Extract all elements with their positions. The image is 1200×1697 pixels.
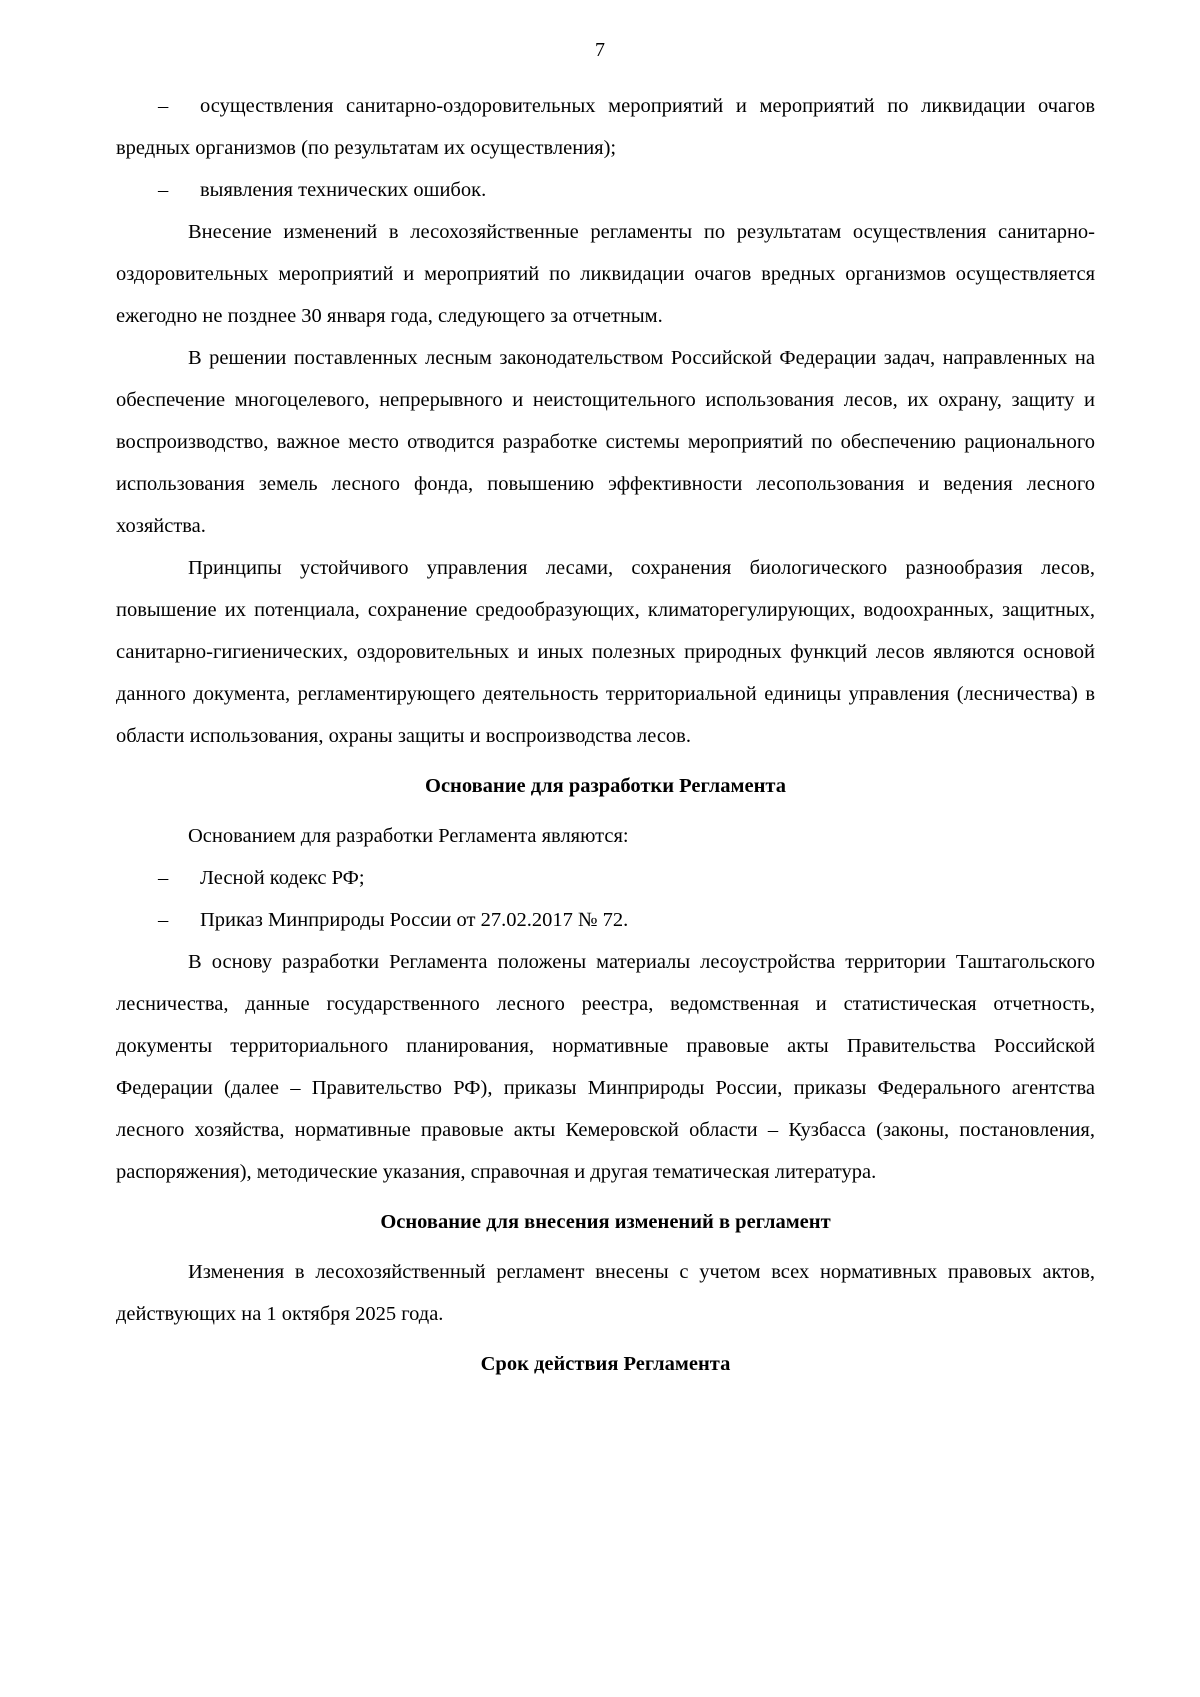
list-item-text: осуществления санитарно-оздоровительных мероприятий и мероприятий по ликвидации очагов вредных организмов (по результатам их осуществления);	[116, 95, 1095, 159]
list-dash: –	[158, 95, 169, 117]
paragraph: Внесение изменений в лесохозяйственные регламенты по результатам осуществления санитарно-оздоровительных мероприятий и мероприятий по ликвидации очагов вредных организмов осуществляется ежегодно не позднее 30 января года, следующего за отчетным.	[116, 221, 1095, 327]
list-dash: –	[158, 179, 169, 201]
list-item	[116, 857, 1095, 899]
page-number: 7	[595, 39, 605, 61]
section-heading-term: Срок действия Регламента	[480, 1353, 731, 1375]
list-item-text: Лесной кодекс РФ;	[200, 867, 365, 889]
paragraph: В решении поставленных лесным законодательством Российской Федерации задач, направленных на обеспечение многоцелевого, непрерывного и неистощительного использования лесов, их охрану, защиту и воспроизводство, важное место отводится разработке системы мероприятий по обеспечению рационального использования земель лесного фонда, повышению эффективности лесопользования и ведения лесного хозяйства.	[116, 347, 1095, 537]
section-heading-basis: Основание для разработки Регламента	[425, 775, 786, 797]
list-item-text: Приказ Минприроды России от 27.02.2017 № 72.	[200, 909, 629, 931]
list-item-text: выявления технических ошибок.	[200, 179, 487, 201]
paragraph: Основанием для разработки Регламента являются:	[188, 825, 629, 847]
list-dash: –	[158, 867, 169, 889]
paragraph: Принципы устойчивого управления лесами, сохранения биологического разнообразия лесов, повышение их потенциала, сохранение средообразующих, климаторегулирующих, водоохранных, защитных, санитарно-гигиенических, оздоровительных и иных полезных природных функций лесов являются основой данного документа, регламентирующего деятельность территориальной единицы управления (лесничества) в области использования, охраны защиты и воспроизводства лесов.	[116, 557, 1095, 747]
list-dash: –	[158, 909, 169, 931]
list-item	[116, 169, 1095, 211]
list-item	[116, 899, 1095, 941]
section-heading-changes: Основание для внесения изменений в регламент	[380, 1211, 831, 1233]
paragraph: Изменения в лесохозяйственный регламент внесены с учетом всех нормативных правовых актов, действующих на 1 октября 2025 года.	[116, 1261, 1095, 1325]
list-item	[116, 85, 1095, 169]
paragraph: В основу разработки Регламента положены материалы лесоустройства территории Таштагольского лесничества, данные государственного лесного реестра, ведомственная и статистическая отчетность, документы территориального планирования, нормативные правовые акты Правительства Российской Федерации (далее – Правительство РФ), приказы Минприроды России, приказы Федерального агентства лесного хозяйства, нормативные правовые акты Кемеровской области – Кузбасса (законы, постановления, распоряжения), методические указания, справочная и другая тематическая литература.	[116, 951, 1095, 1183]
document-body	[116, 85, 1095, 1393]
